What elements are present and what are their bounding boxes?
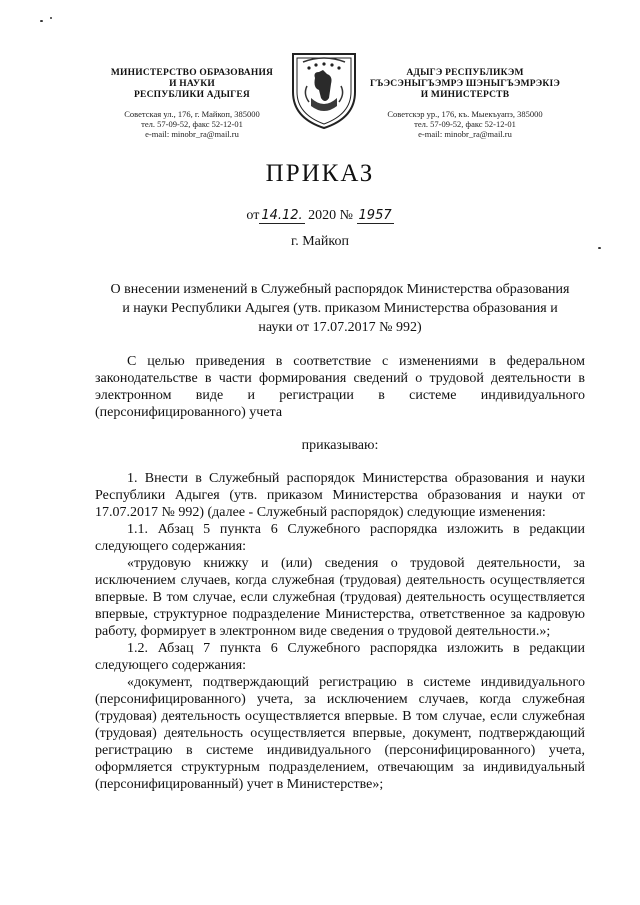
order-subject: О внесении изменений в Служебный распорядок Министерства образования и науки Республики Адыгея (утв. приказом Министерства образования и науки от 17.07.2017 № 992) (110, 282, 570, 335)
item-1: 1. Внести в Служебный распорядок Министерства образования и науки Республики Адыгея (утв. приказом Министерства образования и науки от 17.07.2017 № 992) (далее - Служебный распорядок) следующие изменения: (95, 471, 585, 520)
handwritten-date: 14.12. (261, 208, 303, 223)
document-title: ПРИКАЗ (265, 160, 375, 187)
address-left: Советская ул., 176, г. Майкоп, 385000 тел. 57-09-52, факс 52-12-01 e-mail: minobr_ra@mail.ru (124, 109, 260, 139)
intro-paragraph: С целью приведения в соответствие с изменениями в федеральном законодательстве в части формирования сведений о трудовой деятельности в электронном виде и регистрации в системе индивидуального (персонифицированного) учета (95, 354, 585, 420)
order-date-number: от 14.12. 2020 № 1957 (246, 208, 392, 223)
header-right (365, 68, 565, 139)
org-name-right: АДЫГЭ РЕСПУБЛИКЭМ ГЪЭСЭНЫГЪЭМРЭ ШЭНЫГЪЭМРЭКIЭ И МИНИСТЕРСТВ (369, 68, 561, 100)
item-1-2: 1.2. Абзац 7 пункта 6 Служебного распорядка изложить в редакции следующего содержания: (95, 641, 585, 673)
coat-of-arms-icon (285, 48, 363, 130)
decree-word: приказываю: (301, 438, 379, 453)
org-name-left: МИНИСТЕРСТВО ОБРАЗОВАНИЯ И НАУКИ РЕСПУБЛИКИ АДЫГЕЯ (110, 68, 274, 100)
city: г. Майкоп (291, 234, 349, 249)
quote-1: «трудовую книжку и (или) сведения о трудовой деятельности, за исключением случаев, когда служебная (трудовая) деятельность осуществляется впервые. В том случае, если служебная (трудовая) деятельность осуществляется впервые, структурное подразделение Министерства, ответственное за кадровую работу, формирует в электронном виде сведения о трудовой деятельности.»; (95, 556, 585, 639)
quote-2: «документ, подтверждающий регистрацию в системе индивидуального (персонифицированного) учета, за исключением случаев, когда служебная (трудовая) деятельность осуществляется впервые. В том случае, если служебная (трудовая) деятельность осуществляется впервые, документ, подтверждающий регистрацию в системе индивидуального (персонифицированного) учета, оформляется структурным подразделением, отвечающим за индивидуальный (персонифицированный) учет в Министерстве»; (95, 675, 585, 792)
handwritten-number: 1957 (358, 208, 392, 223)
item-1-1: 1.1. Абзац 5 пункта 6 Служебного распорядка изложить в редакции следующего содержания: (95, 522, 585, 554)
scan-speck (598, 247, 601, 249)
scan-speck (40, 20, 43, 22)
order-body (95, 470, 585, 793)
address-right: Советскэр ур., 176, къ. Мыекъуапэ, 385000 тел. 57-09-52, факс 52-12-01 e-mail: minobr_ra@mail.ru (387, 109, 543, 139)
scan-speck (50, 17, 52, 19)
header-left (92, 68, 292, 139)
